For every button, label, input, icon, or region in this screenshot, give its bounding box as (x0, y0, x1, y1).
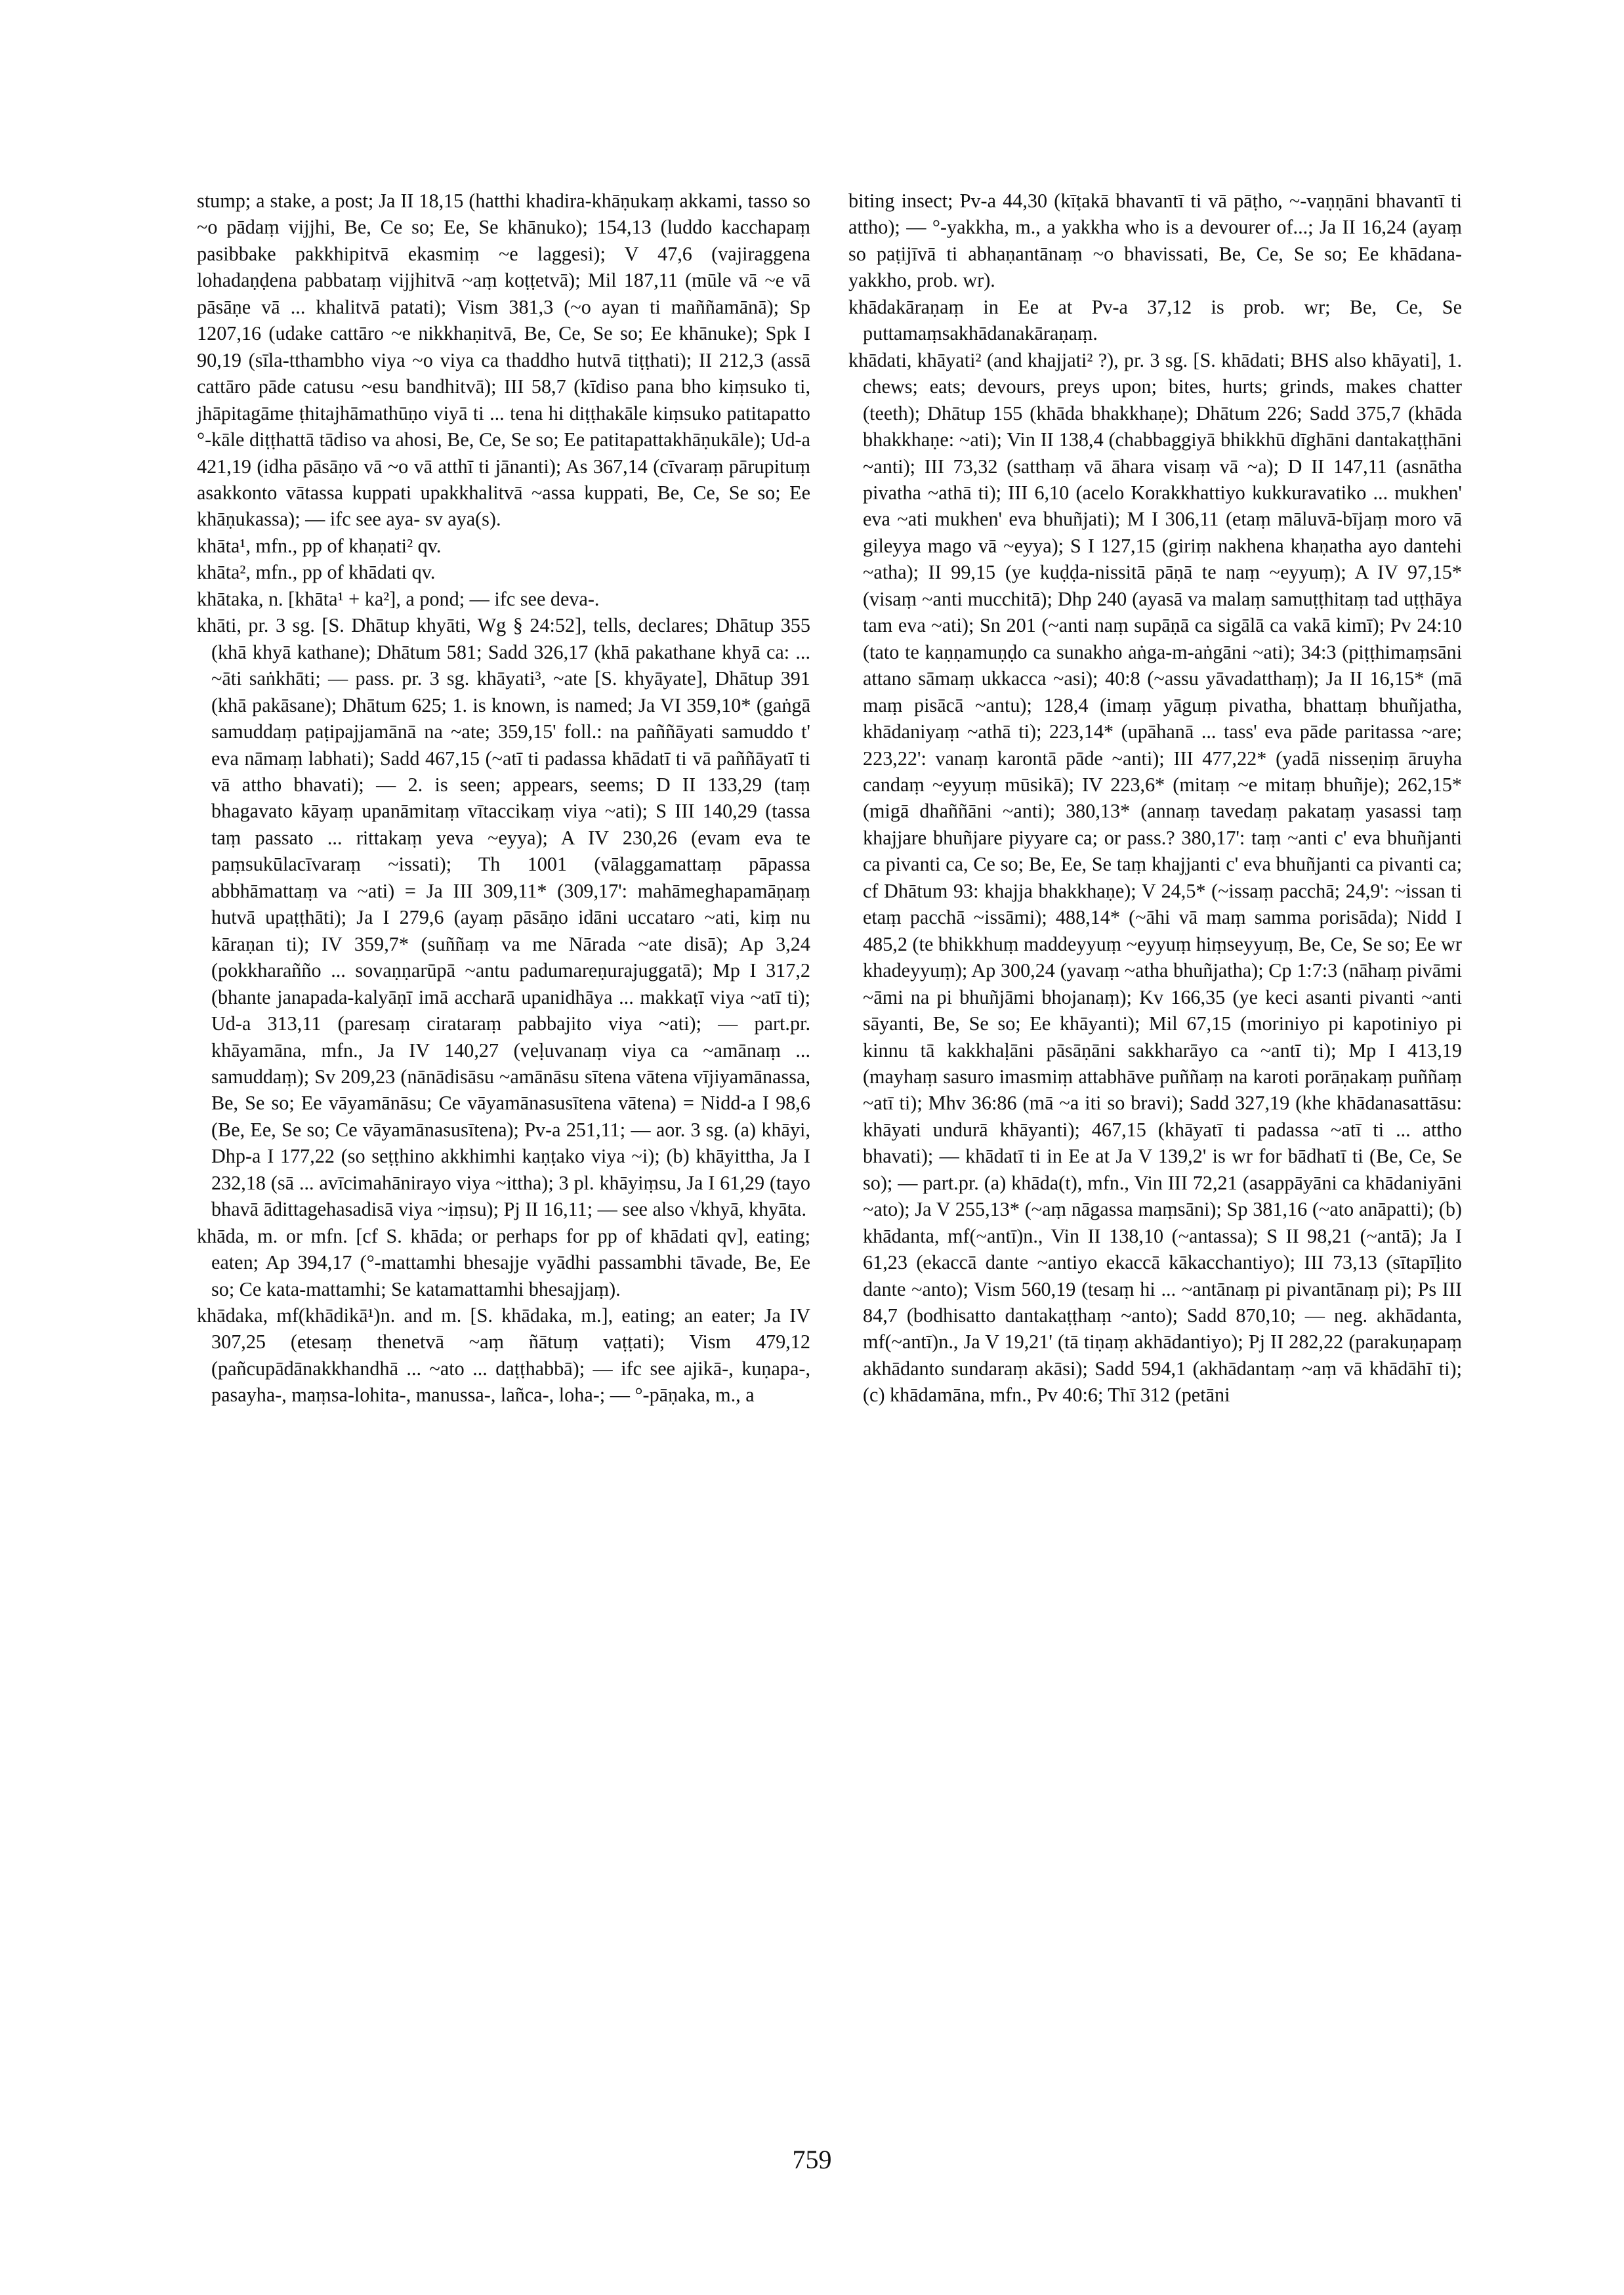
entry-khata-1: khāta¹, mfn., pp of khaṇati² qv. (197, 534, 442, 557)
entry-khataka: khātaka, n. [khāta¹ + ka²], a pond; — ifc see deva-. (197, 587, 600, 610)
left-column (197, 188, 810, 1409)
right-column (848, 188, 1462, 1409)
entry-khadati: khādati, khāyati² (and khajjati² ?), pr. 3 sg. [S. khādati; BHS also khāyati], 1. chews; eats; devours, preys upon; bites, hurts; grinds, makes chatter (teeth); Dhātup 155 (khāda bhakkhaṇe); Dhātum 226; Sadd 375,7 (khāda bhakkhaṇe: ~ati); Vin II 138,4 (chabbaggiyā bhikkhū dīghāni dantakaṭṭhāni ~anti); III 73,32 (satthaṃ vā āhara visaṃ vā ~a); D II 147,11 (asnātha pivatha ~athā ti); III 6,10 (acelo Korakkhattiyo kukkuravatiko ... mukhen' eva ~ati mukhen' eva bhuñjati); M I 306,11 (etaṃ māluvā-bījaṃ moro vā gileyya mago vā ~eyya); S I 127,15 (giriṃ nakhena khaṇatha ayo dantehi ~atha); II 99,15 (ye kuḍḍa-nissitā pāṇā te naṃ ~eyyuṃ); A IV 97,15* (visaṃ ~anti mucchitā); Dhp 240 (ayasā va malaṃ samuṭṭhitaṃ tad uṭṭhāya tam eva ~ati); Sn 201 (~anti naṃ supāṇā ca sigālā ca vakā kimī); Pv 24:10 (tato te kaṇṇamuṇḍo ca sunakho aṅga-m-aṅgāni ~ati); 34:3 (piṭṭhimaṃsāni attano sāmaṃ ukkacca ~asi); 40:8 (~assu yāvadatthaṃ); Ja II 16,15* (mā maṃ pisācā ~antu); 128,4 (imaṃ yāguṃ pivatha, bhattaṃ bhuñjatha, khādaniyaṃ ~athā ti); 223,14* (upāhanā ... tass' eva pāde paritassa ~are; 223,22': vanaṃ karontā pāde ~anti); III 477,22* (yadā nisseṇiṃ āruyha candaṃ ~eyyuṃ mūsikā); IV 223,6* (mitaṃ ~e mitaṃ bhuñje); 262,15* (migā dhaññāni ~anti); 380,13* (annaṃ tavedaṃ pakataṃ yasassi taṃ khajjare bhuñjare piyyare ca; or pass.? 380,17': taṃ ~anti c' eva bhuñjanti ca pivanti ca, Ce so; Be, Ee, Se taṃ khajjanti c' eva bhuñjanti ca pivanti ca; cf Dhātum 93: khajja bhakkhaṇe); V 24,5* (~issaṃ pacchā; 24,9': ~issan ti etaṃ pacchā ~issāmi); 488,14* (~āhi vā maṃ samma porisāda); Nidd I 485,2 (te bhikkhuṃ maddeyyuṃ ~eyyuṃ hiṃseyyuṃ, Be, Ce, Se so; Ee wr khadeyyuṃ); Ap 300,24 (yavaṃ ~atha bhuñjatha); Cp 1:7:3 (nāhaṃ pivāmi ~āmi na pi bhuñjāmi bhojanaṃ); Kv 166,35 (ye keci asanti pivanti ~anti sāyanti, Be, Se so; Ee khāyanti); Mil 67,15 (moriniyo pi kapotiniyo pi kinnu tā kakkhaḷāni pāsāṇāni sakkharāyo ca ~antī ti); Mp I 413,19 (mayhaṃ sasuro imasmiṃ attabhāve puññaṃ na karoti porāṇakaṃ puññaṃ ~atī ti); Mhv 36:86 (mā ~a iti so bravi); Sadd 327,19 (khe khādanasattāsu: khāyati undurā khāyanti); 467,15 (khāyatī ti padassa ~atī ti ... attho bhavati); — khādatī ti in Ee at Ja V 139,2' is wr for bādhatī ti (Be, Ce, Se so); — part.pr. (a) khāda(t), mfn., Vin III 72,21 (asappāyāni ca khādaniyāni ~ato); Ja V 255,13* (~aṃ nāgassa maṃsāni); Sp 381,16 (~ato anāpatti); (b) khādanta, mf(~antī)n., Vin II 138,10 (~antassa); S II 98,21 (~antā); Ja I 61,23 (ekaccā dante ~antiyo ekaccā kākacchantiyo); III 73,13 (sītapīḷito dante ~anto); Vism 560,19 (tesaṃ hi ... ~antānaṃ pi pivantānaṃ pi); Ps III 84,7 (bodhisatto dantakaṭṭhaṃ ~anto); Sadd 870,10; — neg. akhādanta, mf(~antī)n., Ja V 19,21' (tā tiṇaṃ akhādantiyo); Pj II 282,22 (parakuṇapaṃ akhādanto sundaraṃ akāsi); Sadd 594,1 (akhādantaṃ ~aṃ vā khādāhī ti); (c) khādamāna, mfn., Pv 40:6; Thī 312 (petāni (848, 348, 1462, 1407)
entry-khati: khāti, pr. 3 sg. [S. Dhātup khyāti, Wg § 24:52], tells, declares; Dhātup 355 (khā khyā kathane); Dhātum 581; Sadd 326,17 (khā pakathane khyā ca: ... ~āti saṅkhāti; — pass. pr. 3 sg. khāyati³, ~ate [S. khyāyate], Dhātup 391 (khā pakāsane); Dhātum 625; 1. is known, is named; Ja VI 359,10* (gaṅgā samuddaṃ paṭipajjamānā na ~ate; 359,15' foll.: na paññāyati samuddo t' eva nāmaṃ labhati); Sadd 467,15 (~atī ti padassa khādatī ti vā paññāyatī ti vā attho bhavati); — 2. is seen; appears, seems; D II 133,29 (taṃ bhagavato kāyaṃ upanāmitaṃ vītaccikaṃ viya ~ati); S III 140,29 (tassa taṃ passato ... rittakaṃ yeva ~eyya); A IV 230,26 (evam eva te paṃsukūlacīvaraṃ ~issati); Th 1001 (vālaggamattaṃ pāpassa abbhāmattaṃ va ~ati) = Ja III 309,11* (309,17': mahāmeghapamāṇaṃ hutvā upaṭṭhāti); Ja I 279,6 (ayaṃ pāsāṇo idāni uccataro ~ati, kiṃ nu kāraṇan ti); IV 359,7* (suññaṃ va me Nārada ~ate disā); Ap 3,24 (pokkharañño ... sovaṇṇarūpā ~antu padumareṇurajuggatā); Mp I 317,2 (bhante janapada-kalyāṇī imā accharā upanidhāya ... makkaṭī viya ~atī ti); Ud-a 313,11 (paresaṃ cirataraṃ pabbajito viya ~ati); — part.pr. khāyamāna, mfn., Ja IV 140,27 (veḷuvanaṃ viya ca ~amānaṃ ... samuddaṃ); Sv 209,23 (nānādisāsu ~amānāsu sītena vātena vījiyamānassa, Be, Se so; Ee vāyamānāsu; Ce vāyamānasusītena vātena) = Nidd-a I 98,6 (Be, Ee, Se so; Ce vāyamānasusītena); Pv-a 251,11; — aor. 3 sg. (a) khāyi, Dhp-a I 177,22 (so seṭṭhino akkhimhi kaṇṭako viya ~i); (b) khāyittha, Ja I 232,18 (sā ... avīcimahānirayo viya ~ittha); 3 pl. khāyiṃsu, Ja I 61,29 (tayo bhavā ādittagehasadisā viya ~iṃsu); Pj II 16,11; — see also √khyā, khyāta. (197, 614, 810, 1221)
entry-khanu-continued: stump; a stake, a post; Ja II 18,15 (hatthi khadira-khāṇukaṃ akkami, tasso so ~o pādaṃ vijjhi, Be, Ce so; Ee, Se khānuko); 154,13 (luddo kacchapaṃ pasibbake pakkhipitvā ekasmiṃ ~e laggesi); V 47,6 (vajiraggena lohadaṇḍena pabbataṃ vijjhitvā ~aṃ koṭṭetvā); Mil 187,11 (mūle vā ~e vā pāsāṇe vā ... khalitvā patati); Vism 381,3 (~o ayan ti maññamānā); Sp 1207,16 (udake cattāro ~e nikkhaṇitvā, Be, Ce, Se so; Ee khānuke); Spk I 90,19 (sīla-tthambho viya ~o viya ca thaddho hutvā tiṭṭhati); II 212,3 (assā cattāro pāde catusu ~esu bandhitvā); III 58,7 (kīdiso pana bho kiṃsuko ti, jhāpitagāme ṭhitajhāmathūṇo viyā ti ... tena hi diṭṭhakāle kiṃsuko patitapatto °-kāle diṭṭhattā tādiso va ahosi, Be, Ce, Se so; Ee patitapattakhāṇukāle); Ud-a 421,19 (idha pāsāṇo vā ~o vā atthī ti jānanti); As 367,14 (cīvaraṃ pārupituṃ asakkonto vātassa kuppati upakkhalitvā ~assa kuppati, Be, Ce, Se so; Ee khāṇukassa); — ifc see aya- sv aya(s). (197, 190, 810, 531)
entry-khada: khāda, m. or mfn. [cf S. khāda; or perhaps for pp of khādati qv], eating; eaten; Ap 394,17 (°-mattamhi bhesajje vyādhi passambhi tāvade, Be, Ee so; Ce kata-mattamhi; Se katamattamhi bhesajjaṃ). (197, 1224, 810, 1300)
page-number: 759 (792, 2145, 832, 2174)
entry-khadaka-continued: biting insect; Pv-a 44,30 (kīṭakā bhavantī ti vā pāṭho, ~-vaṇṇāni bhavantī ti attho); — °-yakkha, m., a yakkha who is a devourer of...; Ja II 16,24 (ayaṃ so paṭijīvā ti abhaṇantānaṃ ~o bhavissati, Be, Ce, Se so; Ee khādana-yakkho, prob. wr). (848, 190, 1462, 292)
entry-khadakaranam: khādakāraṇaṃ in Ee at Pv-a 37,12 is prob. wr; Be, Ce, Se puttamaṃsakhādanakāraṇaṃ. (848, 295, 1462, 345)
entry-khata-2: khāta², mfn., pp of khādati qv. (197, 561, 436, 584)
entry-khadaka: khādaka, mf(khādikā¹)n. and m. [S. khādaka, m.], eating; an eater; Ja IV 307,25 (etesaṃ thenetvā ~aṃ ñātuṃ vaṭṭati); Vism 479,12 (pañcupādānakkhandhā ... ~ato ... daṭṭhabbā); — ifc see ajikā-, kuṇapa-, pasayha-, maṃsa-lohita-, manussa-, lañca-, loha-; — °-pāṇaka, m., a (197, 1304, 810, 1407)
